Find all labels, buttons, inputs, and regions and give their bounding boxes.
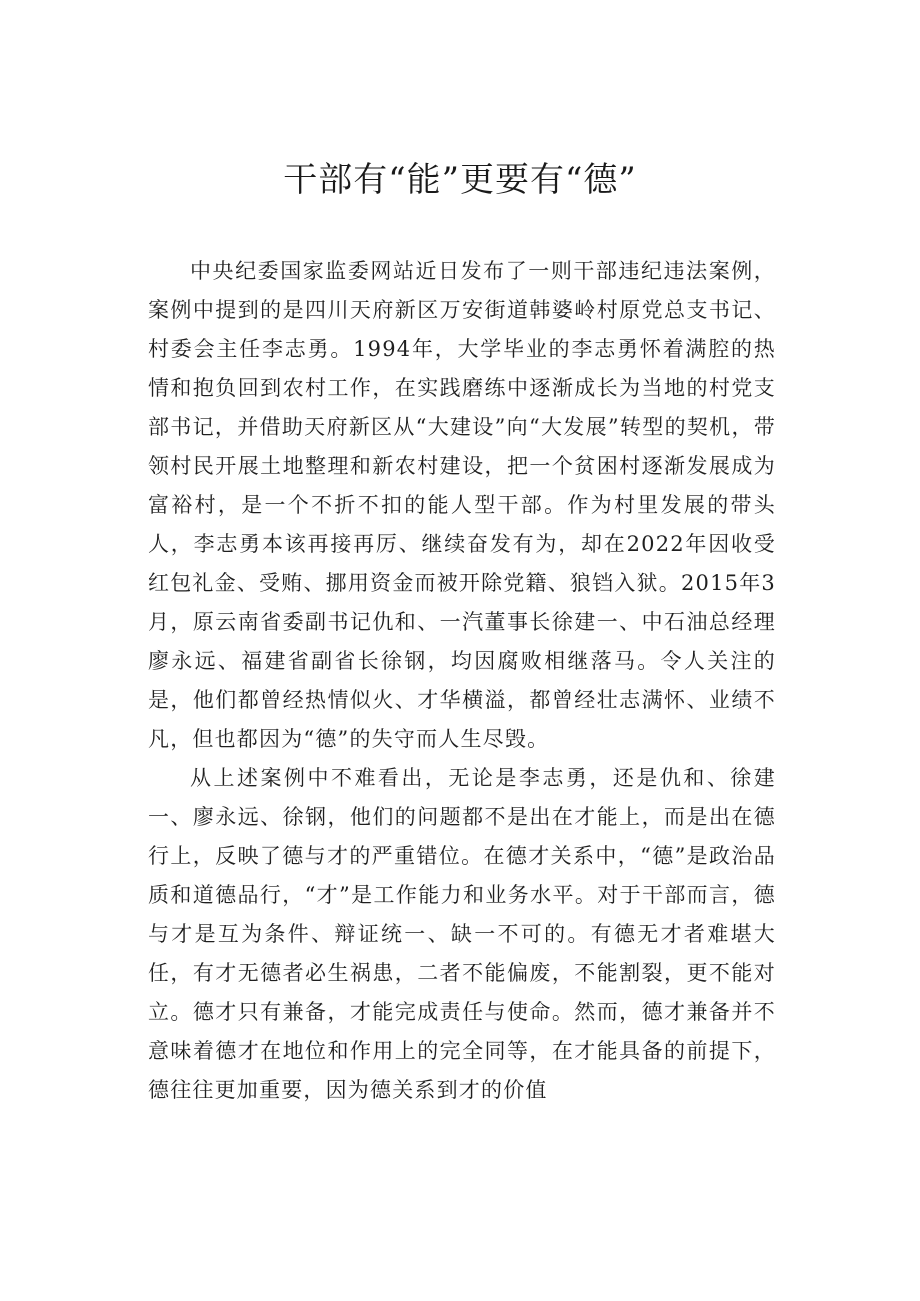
paragraph-2: 从上述案例中不难看出，无论是李志勇，还是仇和、徐建一、廖永远、徐钢，他们的问题都不是出在才能上，而是出在德行上，反映了德与才的严重错位。在德才关系中，“德”是政治品质和道德品行，“才”是工作能力和业务水平。对于干部而言，德与才是互为条件、辩证统一、缺一不可的。有德无才者难堪大任，有才无德者必生祸患，二者不能偏废，不能割裂，更不能对立。德才只有兼备，才能完成责任与使命。然而，德才兼备并不意味着德才在地位和作用上的完全同等，在才能具备的前提下，德往往更加重要，因为德关系到才的价值: [148, 766, 776, 1102]
document-body: [148, 252, 776, 1110]
paragraph-1: 中央纪委国家监委网站近日发布了一则干部违纪违法案例，案例中提到的是四川天府新区万安街道韩婆岭村原党总支书记、村委会主任李志勇。1994年，大学毕业的李志勇怀着满腔的热情和抱负回到农村工作，在实践磨练中逐渐成长为当地的村党支部书记，并借助天府新区从“大建设”向“大发展”转型的契机，带领村民开展土地整理和新农村建设，把一个贫困村逐渐发展成为富裕村，是一个不折不扣的能人型干部。作为村里发展的带头人，李志勇本该再接再厉、继续奋发有为，却在2022年因收受红包礼金、受贿、挪用资金而被开除党籍、狼铛入狱。2015年3月，原云南省委副书记仇和、一汽董事长徐建一、中石油总经理廖永远、福建省副省长徐钢，均因腐败相继落马。令人关注的是，他们都曾经热情似火、才华横溢，都曾经壮志满怀、业绩不凡，但也都因为“德”的失守而人生尽毁。: [148, 259, 776, 751]
document-title: 干部有“能”更要有“德”: [283, 160, 637, 200]
